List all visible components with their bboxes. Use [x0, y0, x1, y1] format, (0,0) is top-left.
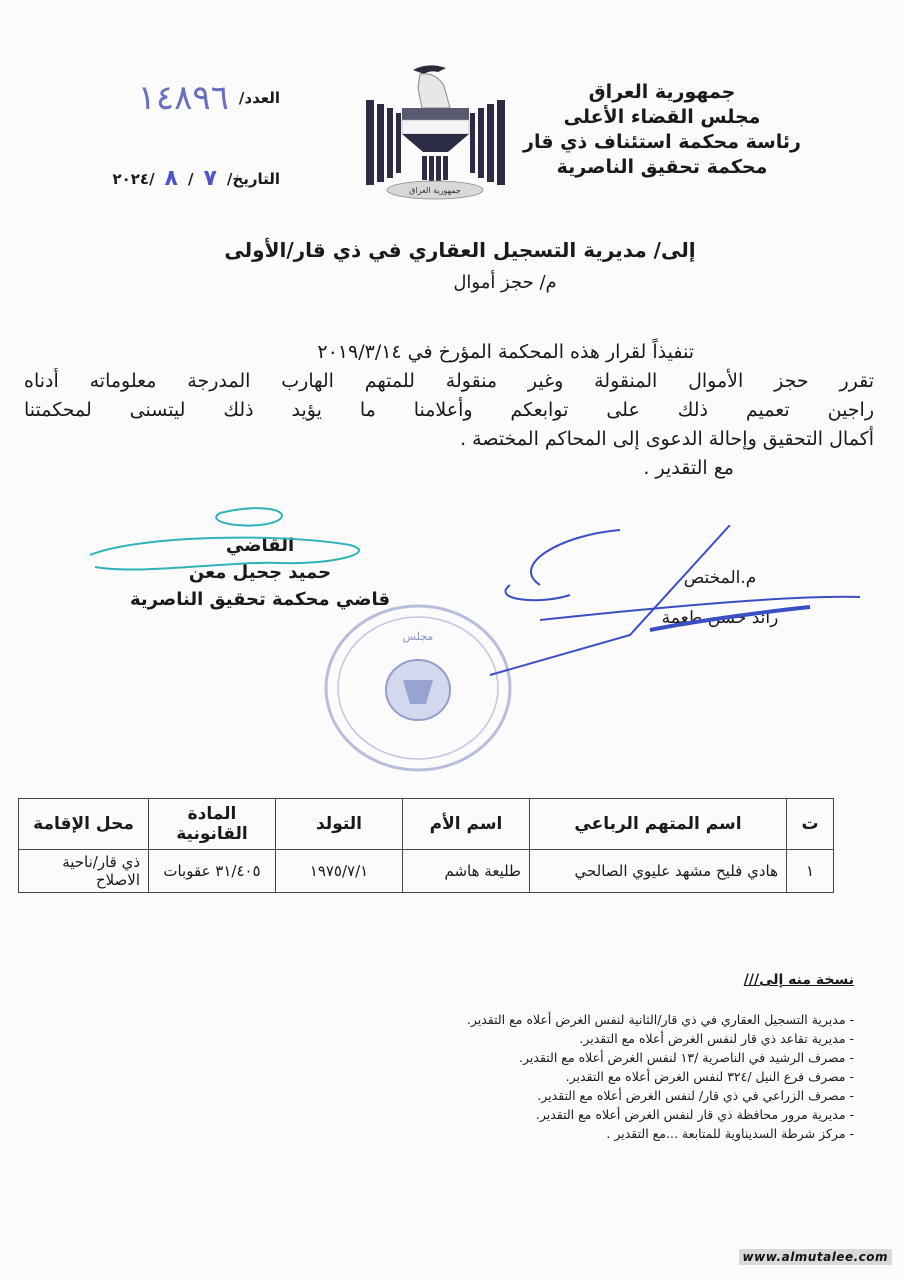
body-line-4: أكمال التحقيق وإحالة الدعوى إلى المحاكم المختصة .: [460, 428, 874, 450]
subject-line: م/ حجز أموال: [453, 272, 557, 293]
col-header-birth: التولد: [276, 799, 403, 850]
employee-signature-block: [620, 558, 820, 638]
judge-title: القاضي: [225, 535, 295, 556]
number-label: العدد/: [238, 89, 280, 107]
col-header-legal-article: المادة القانونية: [149, 799, 276, 850]
header-line-appeal-court: رئاسة محكمة استئناف ذي قار: [523, 131, 801, 153]
iraq-emblem-icon: [358, 58, 513, 203]
body-line-3: راجين تعميم ذلك على توابعكم وأعلامنا ما يؤيد ذلك ليتسنى لمحكمتنا: [24, 399, 874, 421]
accused-table: [18, 798, 834, 893]
header-line-council: مجلس القضاء الأعلى: [563, 106, 761, 128]
list-item: - مصرف الزراعي في ذي قار/ لنفس الغرض أعلاه مع التقدير.: [537, 1088, 854, 1103]
cell-residence: ذي قار/ناحية الاصلاح: [19, 850, 149, 893]
court-seal-stamp-icon: [318, 600, 518, 775]
reference-block: [70, 78, 280, 191]
cell-mother-name: طليعة هاشم: [403, 850, 530, 893]
emblem-caption: جمهورية العراق: [409, 186, 461, 195]
table-row: [19, 850, 834, 893]
cell-full-name: هادي فليح مشهد عليوي الصالحي: [530, 850, 787, 893]
body-line-1: تنفيذاً لقرار هذه المحكمة المؤرخ في ٢٠١٩/٣/١٤: [317, 341, 694, 363]
list-item: - مصرف فرع النيل /٣٢٤ لنفس الغرض أعلاه مع التقدير.: [565, 1069, 854, 1084]
header-line-republic: جمهورية العراق: [588, 81, 736, 103]
date-row: [70, 166, 280, 191]
svg-text:مجلس: مجلس: [402, 630, 434, 643]
cell-birth: ١٩٧٥/٧/١: [276, 850, 403, 893]
list-item: - مصرف الرشيد في الناصرية /١٣ لنفس الغرض أعلاه مع التقدير.: [519, 1050, 854, 1065]
judge-position: قاضي محكمة تحقيق الناصرية: [129, 589, 391, 610]
letter-body: [24, 338, 874, 483]
body-line-2: تقرر حجز الأموال المنقولة وغير منقولة للمتهم الهارب المدرجة معلوماته أدناه: [24, 370, 874, 392]
date-year: /٢٠٢٤: [112, 169, 155, 188]
copies-list: [414, 1010, 854, 1143]
list-item: - مركز شرطة السديناوية للمتابعة ...مع التقدير .: [606, 1126, 854, 1141]
date-day: ٧: [203, 166, 217, 191]
reference-number-row: [70, 78, 280, 118]
date-separator: /: [187, 169, 194, 188]
list-item: - مديرية تقاعد ذي قار لنفس الغرض أعلاه مع التقدير.: [579, 1031, 854, 1046]
date-month: ٨: [164, 166, 178, 191]
list-item: - مديرية التسجيل العقاري في ذي قار/الثانية لنفس الغرض أعلاه مع التقدير.: [466, 1012, 854, 1027]
employee-name: رائد حسن طعمة: [661, 608, 779, 628]
institution-header: [512, 80, 812, 180]
cell-index: ١: [787, 850, 834, 893]
website-watermark: www.almutalee.com: [739, 1249, 892, 1265]
addressee: إلى/ مديرية التسجيل العقاري في ذي قار/الأولى: [224, 238, 696, 262]
employee-title: م.المختص: [683, 568, 757, 588]
cell-legal-article: ٣١/٤٠٥ عقوبات: [149, 850, 276, 893]
col-header-index: ت: [787, 799, 834, 850]
table-header-row: [19, 799, 834, 850]
list-item: - مديرية مرور محافظة ذي قار لنفس الغرض أعلاه مع التقدير.: [535, 1107, 854, 1122]
closing-line: مع التقدير .: [643, 457, 734, 479]
judge-name: حميد جحيل معن: [188, 562, 332, 583]
col-header-mother-name: اسم الأم: [403, 799, 530, 850]
col-header-full-name: اسم المتهم الرباعي: [530, 799, 787, 850]
header-line-investigation-court: محكمة تحقيق الناصرية: [556, 156, 768, 178]
date-label: التاريخ/: [226, 169, 280, 188]
reference-number: ١٤٨٩٦: [137, 78, 229, 118]
copies-heading: نسخة منه إلى///: [743, 972, 854, 988]
col-header-residence: محل الإقامة: [19, 799, 149, 850]
